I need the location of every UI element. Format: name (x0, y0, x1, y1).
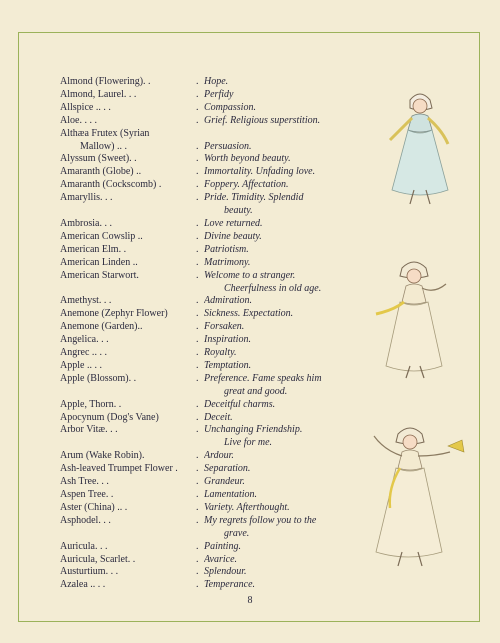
flower-entry (60, 244, 380, 257)
flower-list (60, 76, 380, 592)
separator-dot: . (196, 217, 199, 229)
flower-meaning: grave. (224, 527, 250, 539)
flower-name: American Cowslip . (60, 230, 141, 242)
separator-dot: . (196, 76, 199, 87)
leader-dots: . . . (96, 476, 109, 488)
separator-dot: . (196, 347, 199, 359)
flower-entry (60, 308, 380, 321)
flower-entry (60, 257, 380, 270)
separator-dot: . (196, 308, 199, 320)
flower-name: Anemone (Garden). (60, 321, 140, 333)
flower-meaning: Painting. (204, 540, 241, 552)
leader-dots: . . . (92, 579, 106, 591)
leader-dots: . (138, 166, 142, 178)
separator-dot: . (196, 256, 199, 268)
separator-dot: . (196, 579, 199, 591)
flower-meaning: Welcome to a stranger. (204, 269, 296, 281)
flower-meaning: Deceitful charms. (204, 398, 276, 410)
flower-entry (60, 76, 380, 89)
leader-dots: . (141, 450, 145, 462)
girl-illustration-cream-dress (364, 258, 464, 382)
flower-name: Apocynum (Dog's Vane) (60, 411, 159, 423)
flower-meaning: Grandeur. (204, 476, 245, 488)
flower-name: American Linden . (60, 256, 136, 268)
separator-dot: . (196, 501, 199, 513)
flower-entry (60, 334, 380, 347)
flower-entry (60, 386, 380, 399)
separator-dot (196, 205, 204, 218)
leader-dots: . (136, 269, 139, 281)
flower-meaning: Unchanging Friendship. (204, 424, 303, 436)
flower-name: Auricula, Scarlet (60, 553, 128, 565)
separator-dot: . (196, 424, 199, 436)
flower-meaning: Temperance. (204, 579, 256, 591)
separator-dot: . (196, 553, 199, 565)
leader-dots: . . . (95, 540, 108, 552)
flower-entry (60, 541, 380, 554)
flower-meaning: Deceit. (204, 411, 233, 423)
separator-dot: . (196, 540, 199, 552)
flower-meaning: Splendour. (204, 566, 247, 578)
separator-dot: . (196, 566, 199, 578)
flower-entry (60, 295, 380, 308)
separator-dot: . (196, 489, 199, 500)
flower-meaning: Live for me. (224, 437, 273, 449)
flower-name: Aster (China) . (60, 501, 120, 513)
flower-meaning: Hope. (204, 76, 229, 87)
flower-meaning: Preference. Fame speaks him (204, 372, 322, 384)
flower-name: Arbor Vitæ (60, 424, 106, 436)
flower-meaning: Cheerfulness in old age. (224, 282, 322, 294)
leader-dots: . . (113, 398, 122, 410)
flower-name: Asphodel (60, 514, 99, 526)
flower-meaning: Grief. Religious superstition. (204, 114, 321, 126)
flower-entry (60, 566, 380, 579)
flower-entry (60, 489, 380, 502)
girl-illustration-blue-dress (370, 86, 466, 214)
flower-meaning: Patriotism. (204, 243, 249, 255)
flower-entry (60, 476, 380, 489)
flower-meaning: Royalty. (204, 347, 237, 359)
leader-dots: . . . (123, 88, 137, 100)
flower-meaning: Worth beyond beauty. (204, 153, 291, 165)
flower-name: Apple (Blossom) (60, 372, 129, 384)
flower-name: Azalea . (60, 579, 93, 591)
flower-entry (60, 179, 380, 192)
separator-dot: . (196, 372, 199, 384)
flower-meaning: Love returned. (204, 217, 263, 229)
flower-name: Almond, Laurel (60, 88, 124, 100)
flower-entry (60, 373, 380, 386)
separator-dot: . (196, 153, 199, 165)
flower-entry (60, 437, 380, 450)
leader-dots: . . . (96, 334, 109, 346)
flower-name: Amethyst (60, 295, 99, 307)
flower-entry (60, 231, 380, 244)
flower-name: Anemone (Zephyr Flower) (60, 308, 168, 320)
separator-dot (196, 283, 204, 296)
leader-dots: . . . (98, 101, 111, 113)
separator-dot (196, 437, 204, 450)
flower-name: Apple . (60, 359, 90, 371)
flower-name: Aspen Tree (60, 489, 106, 500)
separator-dot: . (196, 295, 199, 307)
flower-entry (60, 141, 380, 154)
flower-name: Apple, Thorn (60, 398, 114, 410)
flower-meaning: Avarice. (204, 553, 238, 565)
flower-meaning: great and good. (224, 385, 288, 397)
flower-entry (60, 283, 380, 296)
flower-entry (60, 115, 380, 128)
flower-entry (60, 321, 380, 334)
flower-entry (60, 205, 380, 218)
leader-dots: . . . (98, 295, 112, 307)
flower-meaning: Sickness. Expectation. (204, 308, 294, 320)
leader-dots: . . (127, 553, 136, 565)
leader-dots: . (140, 230, 143, 242)
flower-meaning: Foppery. Affectation. (204, 179, 289, 191)
leader-dots: . . . (89, 359, 102, 371)
separator-dot: . (196, 101, 199, 113)
separator-dot (196, 528, 204, 541)
flower-name: Alyssum (Sweet) (60, 153, 130, 165)
leader-dots: . (135, 256, 138, 268)
flower-entry (60, 515, 380, 528)
flower-name: Allspice . (60, 101, 99, 113)
leader-dots: . . (119, 140, 127, 152)
flower-name: American Elm (60, 243, 119, 255)
flower-name: Almond (Flowering) (60, 76, 144, 87)
flower-entry (60, 424, 380, 437)
flower-meaning: Admiration. (204, 295, 253, 307)
separator-dot: . (196, 269, 199, 281)
flower-entry (60, 153, 380, 166)
flower-entry (60, 360, 380, 373)
leader-dots: . . . (105, 424, 118, 436)
flower-entry (60, 128, 380, 141)
leader-dots: . . (119, 501, 128, 513)
separator-dot: . (196, 450, 199, 462)
separator-dot: . (196, 463, 199, 475)
flower-meaning: Divine beauty. (204, 230, 262, 242)
flower-meaning: Persuasion. (204, 140, 252, 152)
leader-dots: . (139, 321, 143, 333)
girl-illustration-dancing (352, 422, 470, 572)
leader-dots: . . . (100, 192, 113, 204)
flower-meaning: Temptation. (204, 359, 252, 371)
flower-name: Amaranth (Globe) . (60, 166, 139, 178)
flower-entry (60, 192, 380, 205)
flower-entry (60, 270, 380, 283)
flower-entry (60, 218, 380, 231)
flower-entry (60, 89, 380, 102)
flower-entry (60, 412, 380, 425)
leader-dots: . . (143, 76, 151, 87)
separator-dot: . (196, 359, 199, 371)
separator-dot: . (196, 192, 199, 204)
flower-name: Austurtium (60, 566, 106, 578)
flower-meaning: Separation. (204, 463, 251, 475)
leader-dots: . . . (94, 347, 107, 359)
leader-dots: . . . (99, 217, 112, 229)
flower-meaning: Compassion. (204, 101, 256, 113)
flower-entry (60, 450, 380, 463)
separator-dot: . (196, 476, 199, 488)
flower-entry (60, 554, 380, 567)
separator-dot: . (196, 114, 199, 126)
flower-name: Ambrosia (60, 217, 100, 229)
flower-meaning: beauty. (224, 205, 253, 217)
flower-meaning: Perfidy (204, 88, 234, 100)
flower-entry (60, 463, 380, 476)
flower-name: Ash-leaved Trumpet Flower . (60, 463, 178, 475)
flower-name: Amaranth (Cockscomb) . (60, 179, 162, 191)
flower-name: Althæa Frutex (Syrian (60, 127, 150, 139)
separator-dot: . (196, 179, 199, 191)
flower-name: Auricula (60, 540, 95, 552)
flower-name: Amaryllis (60, 192, 100, 204)
flower-name: Aloe (60, 114, 80, 126)
flower-meaning: Pride. Timidity. Splendid (204, 192, 304, 204)
flower-name: Mallow) . (80, 140, 120, 152)
flower-entry (60, 502, 380, 515)
leader-dots: . . (128, 372, 137, 384)
separator-dot: . (196, 166, 199, 178)
flower-name: American Starwort (60, 269, 137, 281)
leader-dots: . . (118, 243, 127, 255)
separator-dot: . (196, 514, 199, 526)
flower-entry (60, 399, 380, 412)
separator-dot: . (196, 243, 199, 255)
flower-meaning (204, 128, 380, 141)
flower-name: Angrec . (60, 347, 95, 359)
flower-entry (60, 579, 380, 592)
flower-name: Arum (Wake Robin) (60, 450, 142, 462)
flower-entry (60, 102, 380, 115)
leader-dots: . . (129, 153, 137, 165)
flower-meaning: Variety. Afterthought. (204, 501, 290, 513)
separator-dot: . (196, 230, 199, 242)
flower-entry (60, 347, 380, 360)
separator-dot: . (196, 88, 199, 100)
flower-meaning: Forsaken. (204, 321, 245, 333)
separator-dot (196, 128, 204, 141)
flower-entry (60, 166, 380, 179)
separator-dot: . (196, 321, 199, 333)
page-number: 8 (247, 595, 253, 606)
leader-dots: . . (105, 489, 114, 500)
flower-meaning: My regrets follow you to the (204, 514, 317, 526)
separator-dot (196, 386, 204, 399)
leader-dots: . . . (105, 566, 119, 578)
flower-meaning: Matrimony. (204, 256, 251, 268)
flower-meaning: Lamentation. (204, 489, 258, 500)
separator-dot: . (196, 140, 199, 152)
flower-meaning: Inspiration. (204, 334, 251, 346)
separator-dot: . (196, 398, 199, 410)
flower-entry (60, 528, 380, 541)
flower-meaning: Immortality. Unfading love. (204, 166, 316, 178)
separator-dot: . (196, 334, 199, 346)
flower-name: Ash Tree (60, 476, 97, 488)
leader-dots: . . . . (79, 114, 97, 126)
separator-dot: . (196, 411, 199, 423)
flower-name: Angelica (60, 334, 97, 346)
flower-meaning: Ardour. (204, 450, 234, 462)
leader-dots: . . . (98, 514, 111, 526)
